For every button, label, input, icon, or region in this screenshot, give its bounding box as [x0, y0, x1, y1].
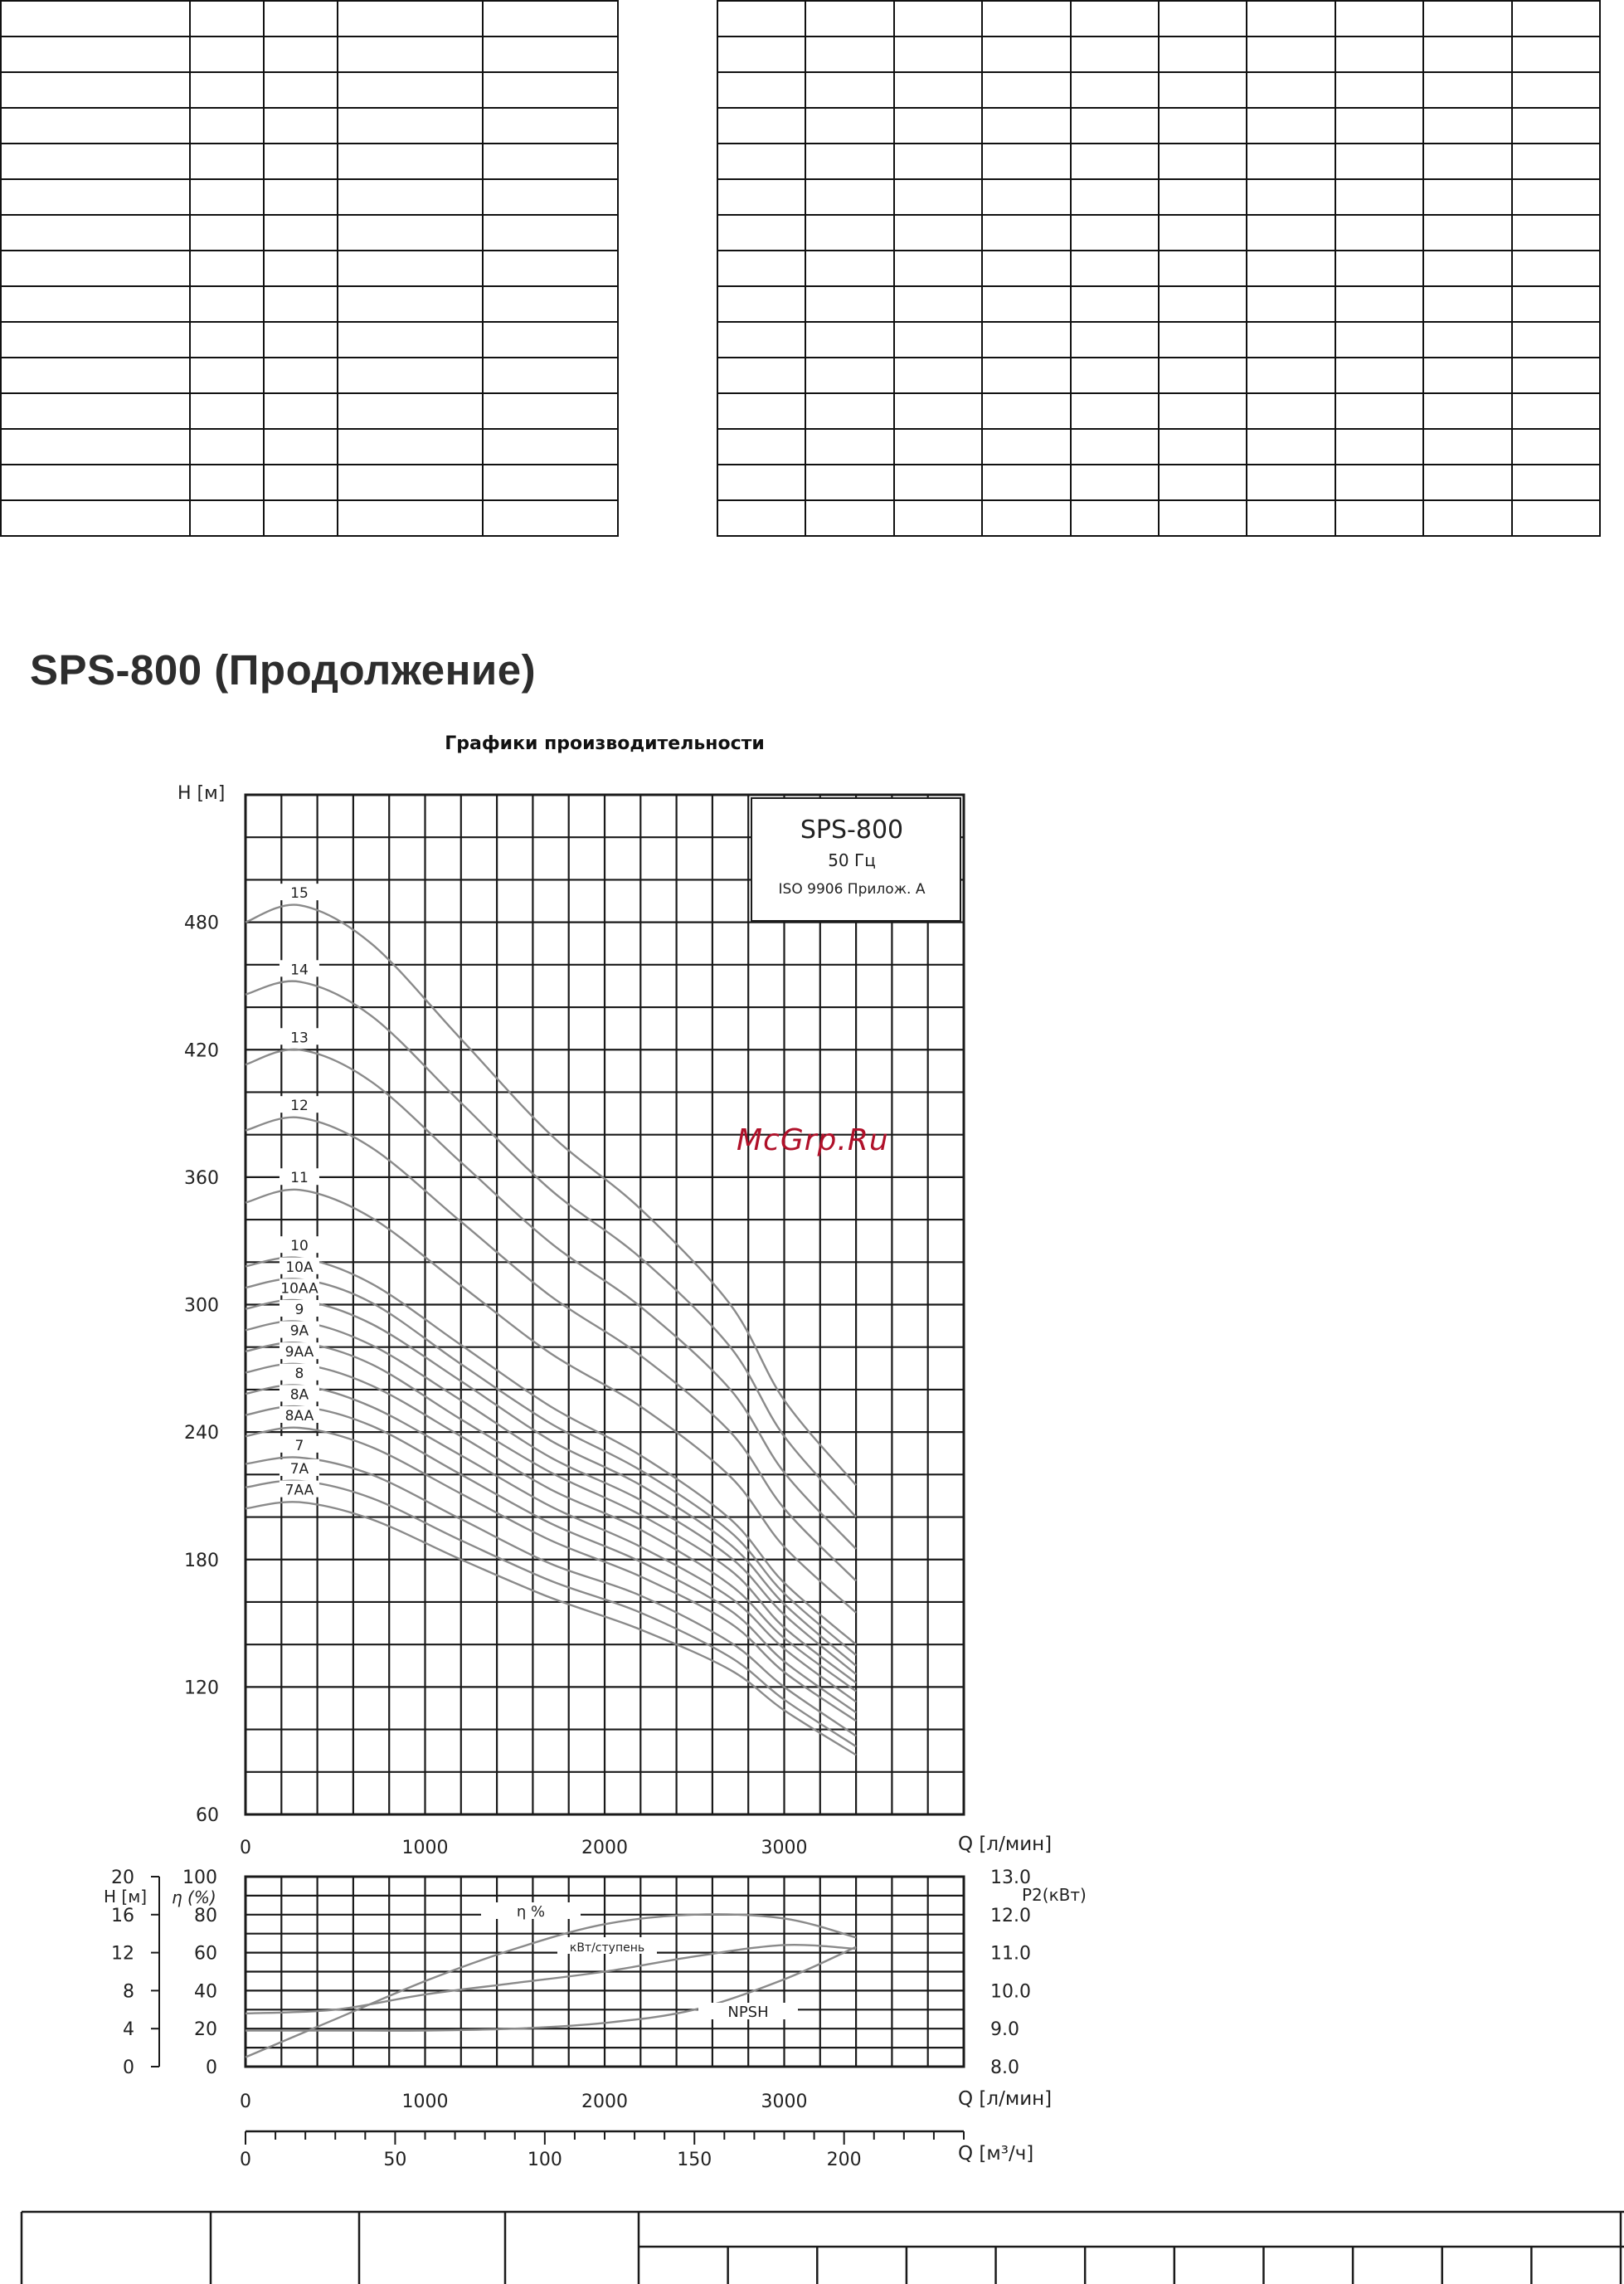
- x-axis-label: Q [л/мин]: [958, 2088, 1053, 2110]
- curve-label: 7AA: [284, 1482, 314, 1499]
- x-tick-label: 0: [240, 2092, 251, 2112]
- curve-label: 8AA: [284, 1408, 314, 1425]
- curve-label: 9AA: [284, 1344, 314, 1361]
- curve-label: 9: [294, 1301, 304, 1318]
- h-tick-label: 12: [111, 1943, 134, 1965]
- curve-label: 10AA: [280, 1280, 318, 1298]
- y-tick-label: 300: [184, 1295, 219, 1317]
- eta-tick-label: 100: [182, 1868, 217, 1888]
- h-axis-label: H [м]: [104, 1887, 148, 1907]
- curve-label: 8: [294, 1365, 304, 1382]
- y-tick-label: 420: [184, 1040, 219, 1062]
- curve-label: 13: [290, 1030, 309, 1047]
- curve-10: [246, 1258, 856, 1645]
- q2-tick-label: 150: [677, 2150, 712, 2170]
- legend-box: [751, 798, 960, 921]
- chart-title: Графики производительности: [445, 733, 765, 754]
- curve-11: [246, 1190, 856, 1613]
- curve-label: кВт/ступень: [569, 1941, 645, 1955]
- eta-tick-label: 60: [194, 1943, 217, 1965]
- legend-model: SPS-800: [800, 816, 904, 845]
- curve-label: 8A: [289, 1386, 309, 1404]
- y-tick-label: 360: [184, 1167, 219, 1189]
- main-grid: [246, 795, 964, 1814]
- h-tick-label: 0: [123, 2058, 134, 2078]
- p2-tick-label: 13.0: [990, 1868, 1031, 1888]
- x-tick-label: 2000: [581, 2092, 628, 2112]
- q2-tick-label: 0: [240, 2150, 251, 2170]
- p2-tick-label: 12.0: [990, 1905, 1031, 1926]
- x-tick-label: 1000: [401, 1838, 449, 1858]
- curve-label: 7: [294, 1437, 304, 1454]
- p2-axis-label: P2(кВт): [1022, 1885, 1087, 1905]
- q2-tick-label: 100: [527, 2150, 562, 2170]
- y-tick-label: 480: [184, 913, 219, 934]
- p2-tick-label: 11.0: [990, 1943, 1031, 1965]
- y-axis-label: H [м]: [177, 783, 226, 804]
- eta-axis-label: η (%): [172, 1887, 216, 1907]
- p2-tick-label: 9.0: [990, 2019, 1019, 2041]
- legend-frequency: 50 Гц: [828, 850, 876, 870]
- eta-tick-label: 0: [206, 2058, 217, 2078]
- h-tick-label: 20: [111, 1868, 134, 1888]
- q2-tick-label: 50: [383, 2150, 407, 2170]
- curve-9: [246, 1322, 856, 1674]
- bottom-table-lines: [22, 2212, 1624, 2284]
- y-tick-label: 240: [184, 1423, 219, 1444]
- bottom-table: [0, 2207, 1624, 2284]
- curve-label: 9A: [289, 1322, 309, 1340]
- y-tick-label: 180: [184, 1550, 219, 1571]
- h-tick-label: 8: [123, 1981, 134, 2003]
- y-tick-label: 120: [184, 1678, 219, 1699]
- curve-10AA: [246, 1300, 856, 1666]
- x-tick-label: 0: [240, 1838, 251, 1858]
- h-tick-label: 4: [123, 2019, 134, 2041]
- eta-tick-label: 40: [194, 1981, 217, 2003]
- curve-label: 12: [290, 1098, 309, 1115]
- legend-standard: ISO 9906 Прилож. А: [778, 881, 926, 898]
- eta-tick-label: 20: [194, 2019, 217, 2041]
- q2-tick-label: 200: [826, 2150, 862, 2170]
- y-tick-label: 60: [196, 1805, 219, 1826]
- x-axis-label: Q [л/мин]: [958, 1834, 1053, 1855]
- x-tick-label: 1000: [401, 2092, 449, 2112]
- eta-tick-label: 80: [194, 1905, 217, 1926]
- curve-12: [246, 1118, 856, 1581]
- watermark: McGrp.Ru: [737, 1123, 889, 1157]
- curve-15: [246, 905, 856, 1486]
- p2-tick-label: 8.0: [990, 2058, 1019, 2078]
- curve-label: 10: [290, 1238, 309, 1255]
- curve-label: NPSH: [727, 2004, 769, 2021]
- x-tick-label: 3000: [761, 1838, 808, 1858]
- curve-label: 15: [290, 885, 309, 903]
- q2-axis-label: Q [м³/ч]: [958, 2143, 1034, 2165]
- curve-label: 14: [290, 962, 309, 979]
- page-title: SPS-800 (Продолжение): [30, 646, 537, 694]
- p2-tick-label: 10.0: [990, 1981, 1031, 2003]
- h-tick-label: 16: [111, 1905, 134, 1926]
- x-tick-label: 2000: [581, 1838, 628, 1858]
- curve-label: η %: [516, 1903, 546, 1921]
- curve-label: 11: [290, 1170, 309, 1187]
- curves: [246, 884, 856, 1755]
- curve-label: 7A: [289, 1461, 309, 1478]
- curve-label: 10A: [285, 1259, 314, 1276]
- x-tick-label: 3000: [761, 2092, 808, 2112]
